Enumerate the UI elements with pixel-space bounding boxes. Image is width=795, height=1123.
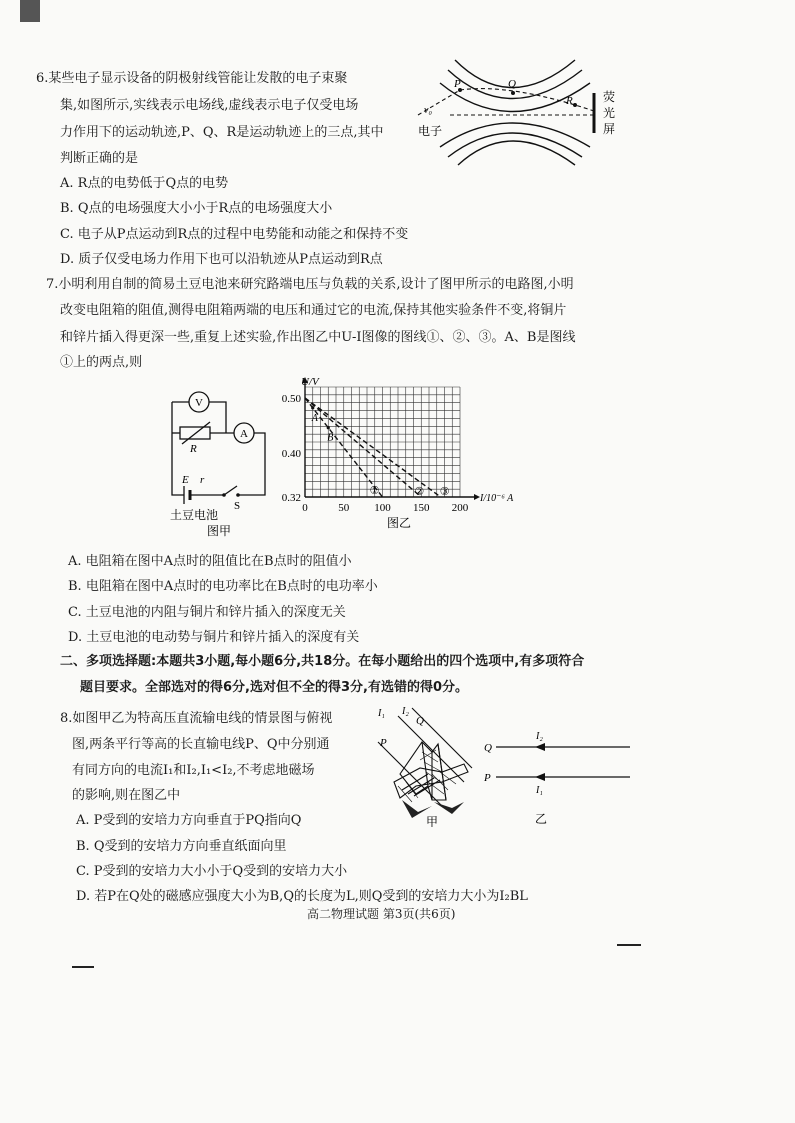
- x-tick-label: 100: [374, 502, 391, 514]
- point-q-label: Q: [508, 78, 516, 90]
- page-footer: 高二物理试题 第3页(共6页): [307, 907, 456, 921]
- point-label-b: B: [327, 432, 334, 444]
- x-tick-label: 0: [302, 502, 308, 514]
- point-b: [327, 426, 330, 429]
- v0-label: v₀: [424, 105, 432, 116]
- q6-option-c: C. 电子从P点运动到R点的过程中电势能和动能之和保持不变: [60, 227, 409, 242]
- emf-label: E: [182, 474, 189, 486]
- u-i-chart: [270, 375, 530, 540]
- y-tick-label: 0.40: [281, 448, 301, 460]
- dash-mark: [617, 944, 641, 946]
- circuit-caption: 图甲: [207, 524, 232, 538]
- q6-line: 6.某些电子显示设备的阴极射线管能让发散的电子束聚: [36, 71, 348, 86]
- x-tick-label: 50: [338, 502, 350, 514]
- i1-label: I₁: [378, 708, 385, 719]
- electron-label: 电子: [418, 124, 443, 138]
- line-q-label: Q: [484, 742, 492, 754]
- resistor-label: R: [190, 443, 197, 455]
- q7-option-a: A. 电阻箱在图中A点时的阻值比在B点时的阻值小: [68, 554, 352, 569]
- q6-option-b: B. Q点的电场强度大小小于R点的电场强度大小: [60, 201, 333, 216]
- q-label: Q: [416, 715, 424, 727]
- point-p-label: P: [454, 78, 461, 90]
- screen-label: 荧: [603, 90, 616, 104]
- x-axis-label: I/10⁻⁶ A: [480, 493, 514, 504]
- q6-line: 判断正确的是: [60, 151, 139, 166]
- q7-line: 和锌片插入得更深一些,重复上述实验,作出图乙中U-I图像的图线①、②、③。A、B是图线: [60, 330, 576, 345]
- x-tick-label: 150: [413, 502, 430, 514]
- section-2-line: 二、多项选择题:本题共3小题,每小题6分,共18分。在每小题给出的四个选项中,有多项符合: [60, 654, 585, 669]
- dash-mark: [72, 966, 94, 968]
- series-label-1: ①: [369, 485, 380, 497]
- series-line-3: [305, 398, 441, 497]
- switch-label: S: [234, 500, 241, 512]
- q8-option-b: B. Q受到的安培力方向垂直纸面向里: [76, 839, 287, 854]
- corner-mark: [20, 0, 40, 22]
- y-tick-label: 0.32: [281, 492, 301, 504]
- series-label-2: ②: [414, 486, 425, 498]
- q8-line: 8.如图甲乙为特高压直流输电线的情景图与俯视: [60, 711, 333, 726]
- current-i1-label: I₁: [536, 785, 543, 796]
- q6-option-a: A. R点的电势低于Q点的电势: [60, 176, 229, 191]
- i2-label: I₂: [402, 706, 409, 717]
- y-tick-label: 0.50: [281, 393, 301, 405]
- battery-label: 土豆电池: [170, 508, 219, 522]
- figure-jia-caption: 甲: [426, 815, 439, 827]
- q6-line: 力作用下的运动轨迹,P、Q、R是运动轨迹上的三点,其中: [60, 125, 384, 140]
- chart-title: 图乙: [387, 516, 412, 530]
- q7-line: ①上的两点,则: [60, 355, 143, 370]
- ammeter-label: A: [240, 428, 248, 440]
- q7-line: 7.小明利用自制的简易土豆电池来研究路端电压与负载的关系,设计了图甲所示的电路图,小明: [46, 277, 574, 292]
- q7-line: 改变电阻箱的阻值,测得电阻箱两端的电压和通过它的电流,保持其他实验条件不变,将铜片: [60, 303, 567, 318]
- series-label-3: ③: [439, 486, 450, 498]
- q8-line: 图,两条平行等高的长直输电线P、Q中分别通: [72, 737, 330, 752]
- x-tick-label: 200: [451, 502, 469, 514]
- y-axis-label: U/V: [301, 376, 319, 388]
- internal-r-label: r: [200, 474, 205, 486]
- screen-label: 光: [603, 106, 616, 120]
- q8-option-a: A. P受到的安培力方向垂直于PQ指向Q: [76, 813, 302, 828]
- q6-line: 集,如图所示,实线表示电场线,虚线表示电子仅受电场: [60, 98, 359, 113]
- q8-figure-yi: [480, 725, 635, 825]
- q7-option-c: C. 土豆电池的内阻与铜片和锌片插入的深度无关: [68, 605, 346, 620]
- voltmeter-label: V: [195, 397, 203, 409]
- point-r-label: R: [566, 95, 573, 107]
- q6-figure: [410, 55, 640, 170]
- q6-option-d: D. 质子仅受电场力作用下也可以沿轨迹从P点运动到R点: [60, 252, 383, 267]
- q7-option-b: B. 电阻箱在图中A点时的电功率比在B点时的电功率小: [68, 579, 378, 594]
- point-a: [311, 406, 314, 409]
- q8-option-c: C. P受到的安培力大小小于Q受到的安培力大小: [76, 864, 348, 879]
- q8-line: 有同方向的电流I₁和I₂,I₁<I₂,不考虑地磁场: [72, 763, 315, 778]
- p-label: P: [380, 737, 387, 749]
- section-2-line: 题目要求。全部选对的得6分,选对但不全的得3分,有选错的得0分。: [80, 680, 469, 695]
- line-p-label: P: [484, 772, 491, 784]
- q7-circuit: [160, 385, 280, 545]
- point-label-a: A: [311, 412, 318, 424]
- q8-option-d: D. 若P在Q处的磁感应强度大小为B,Q的长度为L,则Q受到的安培力大小为I₂BL: [76, 889, 528, 904]
- q7-option-d: D. 土豆电池的电动势与铜片和锌片插入的深度有关: [68, 630, 360, 645]
- figure-yi-caption: 乙: [535, 812, 548, 825]
- q8-line: 的影响,则在图乙中: [72, 788, 181, 803]
- current-i2-label: I₂: [536, 731, 543, 742]
- q8-figure-jia: [372, 702, 482, 827]
- series-line-2: [305, 398, 421, 497]
- screen-label: 屏: [603, 122, 616, 136]
